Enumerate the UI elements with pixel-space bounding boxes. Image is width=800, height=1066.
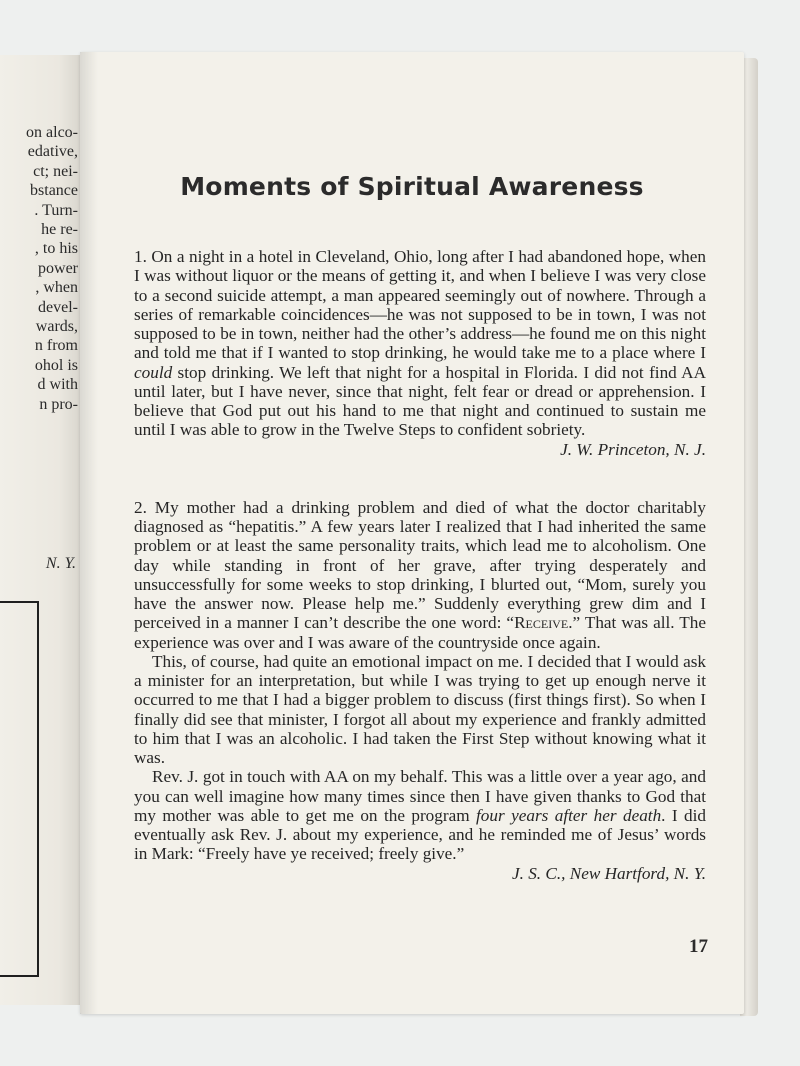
left-line: power xyxy=(38,259,78,277)
left-page xyxy=(0,55,85,1005)
emphasis: four years after her death xyxy=(476,805,662,825)
story-1-paragraph: 1. On a night in a hotel in Cleveland, Ohio, long after I had abandoned hope, when I was without liquor or the means of getting it, and when I believe I was very close to a second suicide attempt, a man appeared seemingly out of nowhere. Through a series of remarkable coincidences—he was not supposed to be in town, I was not supposed to be in town, neither had the other’s address—he found me on this night and told me that if I wanted to stop drinking, he would take me to a place where I could stop drinking. We left that night for a hospital in Florida. I did not find AA until later, but I have never, since that night, felt fear or dread or apprehension. I believe that God put out his hand to me that night and continued to sustain me until I was able to grow in the Twelve Steps to confident sobriety. xyxy=(134,247,706,440)
left-page-box xyxy=(0,601,39,977)
left-line: ohol is xyxy=(34,356,78,374)
page-number: 17 xyxy=(689,936,708,957)
left-line: wards, xyxy=(35,318,78,336)
article-body xyxy=(134,247,706,883)
left-line: he re- xyxy=(41,221,78,239)
left-line: on alco- xyxy=(26,124,78,141)
left-page-signature: N. Y. xyxy=(45,555,76,572)
left-line: devel- xyxy=(38,298,78,316)
story-2-paragraph-3: Rev. J. got in touch with AA on my behalf. This was a little over a year ago, and you can well imagine how many times since then I have given thanks to God that my mother was able to get me on the program four years after her death. I did eventually ask Rev. J. about my experience, and he reminded me of Jesus’ words in Mark: “Freely have ye received; freely give.” xyxy=(134,767,707,864)
left-line: ct; nei- xyxy=(33,162,78,180)
left-page-text xyxy=(26,123,78,414)
left-line: n from xyxy=(34,337,78,355)
left-line: d with xyxy=(37,376,78,394)
story-2-paragraph-2: This, of course, had quite an emotional impact on me. I decided that I would ask a minister for an interpretation, but while I was trying to get up enough nerve it occurred to me that I had a bigger problem to discuss (first things first). So when I finally did see that minister, I forgot all about my experience and frankly admitted to him that I was an alcoholic. I had taken the First Step without knowing what it was. xyxy=(134,651,706,767)
emphasis: could xyxy=(134,362,173,382)
left-line: n pro- xyxy=(39,395,78,413)
left-line: bstance xyxy=(30,182,78,200)
left-line: . Turn- xyxy=(34,201,78,219)
left-line: , when xyxy=(35,279,78,297)
story-2-paragraph-1: 2. My mother had a drinking problem and died of what the doctor charitably diagnosed as “hepatitis.” A few years later I realized that I had inherited the same problem or at least the same personality traits, which lead me to alcoholism. One day while standing in front of her grave, after trying desperately and unsuccessfully for some weeks to stop drinking, I blurted out, “Mom, surely you have the answer now. Please help me.” Suddenly everything grew dim and I perceived in a manner I can’t describe the one word: “Receive.” That was all. The experience was over and I was aware of the countryside once again. xyxy=(134,497,706,652)
story-2-signature: J. S. C., New Hartford, N. Y. xyxy=(511,863,706,883)
left-line: , to his xyxy=(34,240,78,258)
small-caps-word: Receive xyxy=(514,613,569,633)
page-title: Moments of Spiritual Awareness xyxy=(180,172,644,201)
left-line: edative, xyxy=(27,143,78,161)
story-1-signature: J. W. Princeton, N. J. xyxy=(560,439,706,459)
